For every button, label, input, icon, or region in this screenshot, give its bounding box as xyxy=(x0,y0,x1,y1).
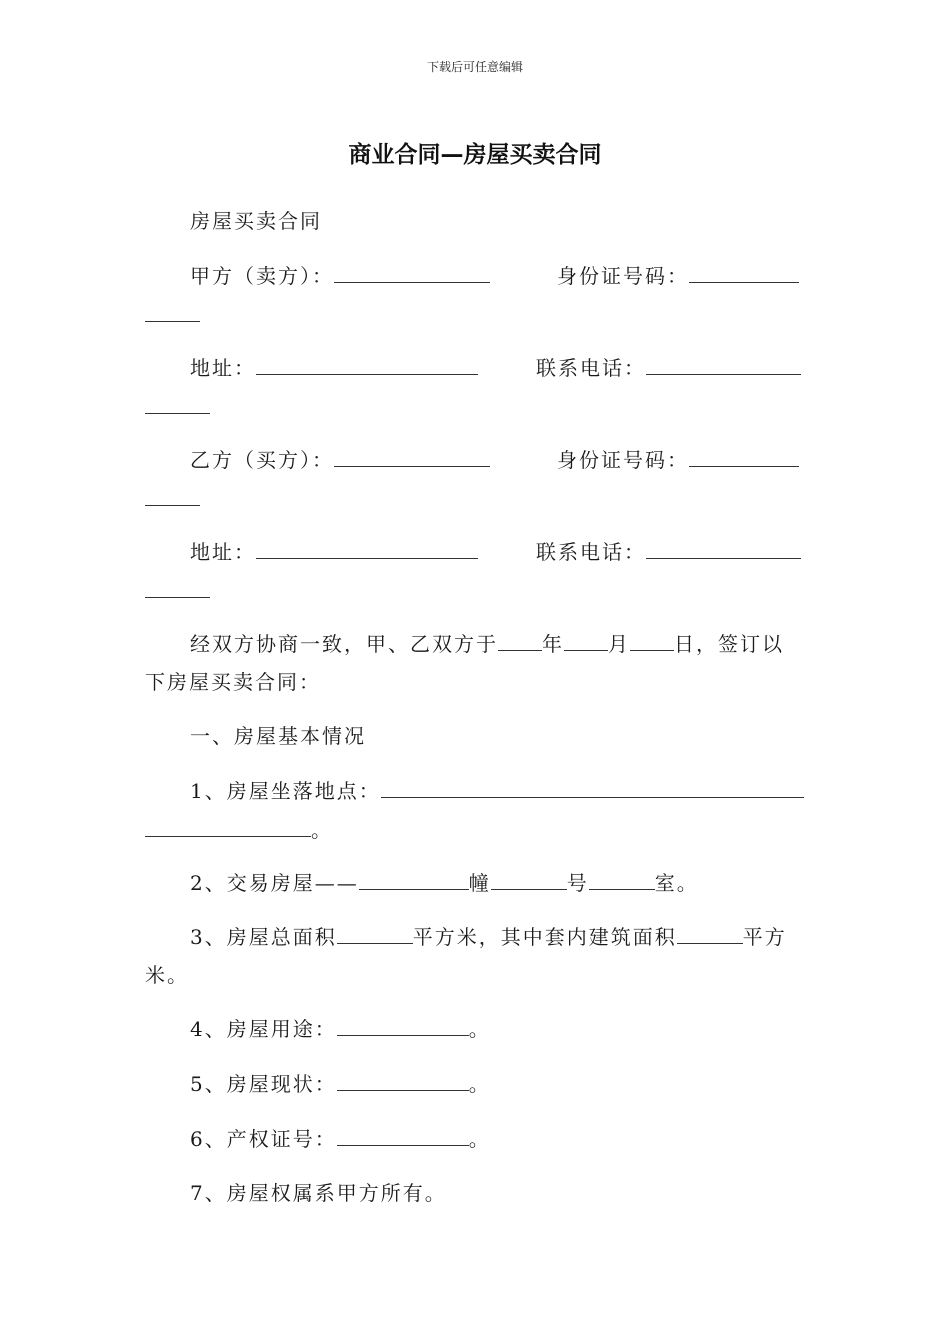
party-a-name-blank[interactable] xyxy=(334,264,490,283)
party-b-id-continuation xyxy=(145,486,200,512)
party-b-phone-row xyxy=(536,539,801,565)
number-unit: 号 xyxy=(566,871,589,895)
party-a-address-row xyxy=(190,355,478,381)
party-b-id-blank[interactable] xyxy=(689,448,799,467)
month-label: 月 xyxy=(608,632,630,656)
item-6-row xyxy=(190,1126,491,1152)
year-label: 年 xyxy=(542,632,564,656)
party-a-id-continuation xyxy=(145,302,200,328)
location-blank[interactable] xyxy=(381,779,804,798)
item-1-continuation xyxy=(145,817,333,843)
item-1-label: 1、房屋坐落地点： xyxy=(190,779,381,803)
document-title: 商业合同—房屋买卖合同 xyxy=(348,142,602,168)
party-b-id-blank-cont[interactable] xyxy=(145,487,200,506)
status-blank[interactable] xyxy=(337,1072,469,1091)
party-a-id-label: 身份证号码： xyxy=(557,264,689,288)
inner-area-blank[interactable] xyxy=(677,925,743,944)
item-3-continuation: 米。 xyxy=(145,963,189,987)
agreement-line-1 xyxy=(190,631,784,657)
party-b-address-blank[interactable] xyxy=(256,540,478,559)
building-unit: 幢 xyxy=(468,871,491,895)
party-b-id-label: 身份证号码： xyxy=(557,448,689,472)
room-blank[interactable] xyxy=(589,871,655,890)
party-a-id-row xyxy=(557,263,799,289)
usage-blank[interactable] xyxy=(337,1017,469,1036)
party-b-phone-continuation xyxy=(145,578,210,604)
room-unit: 室。 xyxy=(654,871,699,895)
party-b-phone-blank[interactable] xyxy=(646,540,801,559)
party-b-row xyxy=(190,447,490,473)
building-blank[interactable] xyxy=(359,871,469,890)
total-area-blank[interactable] xyxy=(337,925,413,944)
party-b-label: 乙方（买方）： xyxy=(190,448,334,472)
item-6-period: 。 xyxy=(468,1127,491,1151)
party-a-phone-label: 联系电话： xyxy=(536,356,646,380)
party-a-phone-blank-cont[interactable] xyxy=(145,395,210,414)
party-a-phone-blank[interactable] xyxy=(646,356,801,375)
party-b-name-blank[interactable] xyxy=(334,448,490,467)
agreement-line-2: 下房屋买卖合同： xyxy=(145,670,321,694)
year-blank[interactable] xyxy=(498,632,542,651)
party-a-label: 甲方（卖方）： xyxy=(190,264,334,288)
party-b-address-row xyxy=(190,539,478,565)
party-a-address-label: 地址： xyxy=(190,356,256,380)
party-b-phone-blank-cont[interactable] xyxy=(145,579,210,598)
item-1-row xyxy=(190,778,804,804)
item-4-label: 4、房屋用途： xyxy=(190,1017,337,1041)
item-2-row xyxy=(190,870,699,896)
party-a-phone-continuation xyxy=(145,394,210,420)
location-blank-cont[interactable] xyxy=(145,818,311,837)
day-sign-text: 日，签订以 xyxy=(674,632,784,656)
item-5-label: 5、房屋现状： xyxy=(190,1072,337,1096)
certificate-blank[interactable] xyxy=(337,1127,469,1146)
party-a-phone-row xyxy=(536,355,801,381)
item-3-row xyxy=(190,924,787,950)
agreement-text: 经双方协商一致，甲、乙双方于 xyxy=(190,632,498,656)
party-b-phone-label: 联系电话： xyxy=(536,540,646,564)
party-b-address-label: 地址： xyxy=(190,540,256,564)
item-7-row: 7、房屋权属系甲方所有。 xyxy=(190,1181,447,1205)
item-5-period: 。 xyxy=(468,1072,491,1096)
party-b-id-row xyxy=(557,447,799,473)
section-1-heading: 一、房屋基本情况 xyxy=(190,724,366,748)
party-a-address-blank[interactable] xyxy=(256,356,478,375)
item-2-label: 2、交易房屋—— xyxy=(190,871,359,895)
item-6-label: 6、产权证号： xyxy=(190,1127,337,1151)
day-blank[interactable] xyxy=(630,632,674,651)
header-note: 下载后可任意编辑 xyxy=(426,60,523,74)
item-3-mid-text: 平方米，其中套内建筑面积 xyxy=(412,925,677,949)
item-4-period: 。 xyxy=(468,1017,491,1041)
contract-subtitle: 房屋买卖合同 xyxy=(190,209,322,233)
item-3-unit: 平方 xyxy=(742,925,787,949)
item-4-row xyxy=(190,1016,491,1042)
party-a-id-blank-cont[interactable] xyxy=(145,303,200,322)
party-a-row xyxy=(190,263,490,289)
item-5-row xyxy=(190,1071,491,1097)
party-a-id-blank[interactable] xyxy=(689,264,799,283)
month-blank[interactable] xyxy=(564,632,608,651)
item-3-label: 3、房屋总面积 xyxy=(190,925,337,949)
number-blank[interactable] xyxy=(491,871,567,890)
item-1-period: 。 xyxy=(311,818,333,842)
